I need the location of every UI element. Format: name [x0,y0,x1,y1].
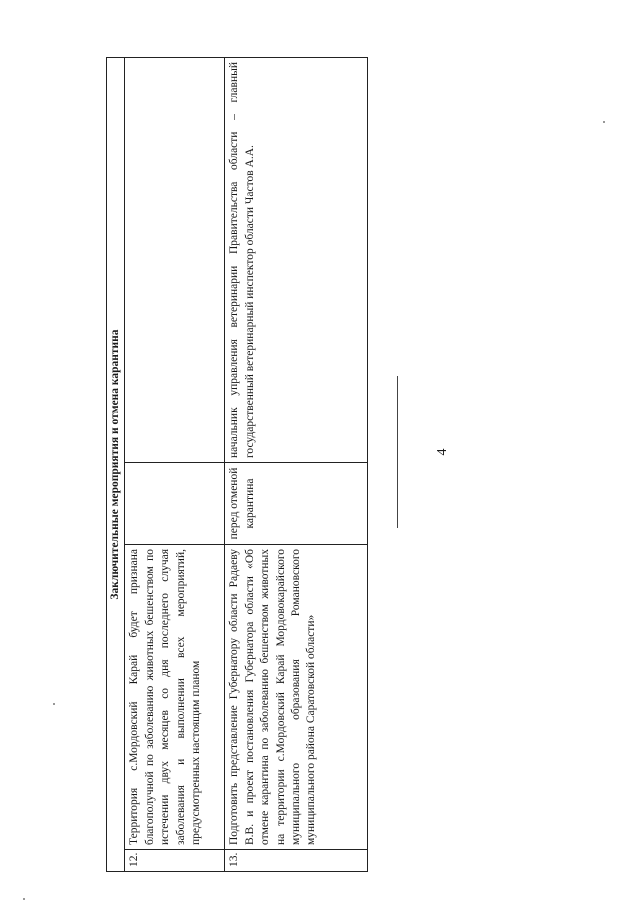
section-heading-row [107,58,125,872]
term-cell: перед отменой карантина [225,463,368,545]
page-number: 4 [435,448,450,456]
term-cell [125,463,225,545]
scan-speck [603,121,605,123]
responsible-cell [125,58,225,463]
row-number: 12. [125,850,225,872]
plan-table [106,57,368,872]
rotated-table-container [106,58,368,872]
measure-cell: Территория с.Мордовский Карай будет признана благополучной по заболеванию животных бешенством по истечении двух месяцев со дня последнего случая заболевания и выполнении всех мероприятий, предусмотренных настоящим планом [125,545,225,850]
section-heading: Заключительные мероприятия и отмена карантина [107,58,125,872]
table-row [225,58,368,872]
responsible-cell: начальник управления ветеринарии Правительства области – главный государственный ветеринарный инспектор области Частов А.А. [225,58,368,463]
measure-cell: Подготовить представление Губернатору области Радаеву В.В. и проект постановления Губернатора области «Об отмене карантина по заболеванию бешенством животных на территории с.Мордовский Карай Мордовокарайского муниципального образования Романовского муниципального района Саратовской области» [225,545,368,850]
table-row [125,58,225,872]
row-number: 13. [225,850,368,872]
separator-line [397,376,398,528]
scan-speck [53,703,55,705]
scan-speck [23,898,25,900]
